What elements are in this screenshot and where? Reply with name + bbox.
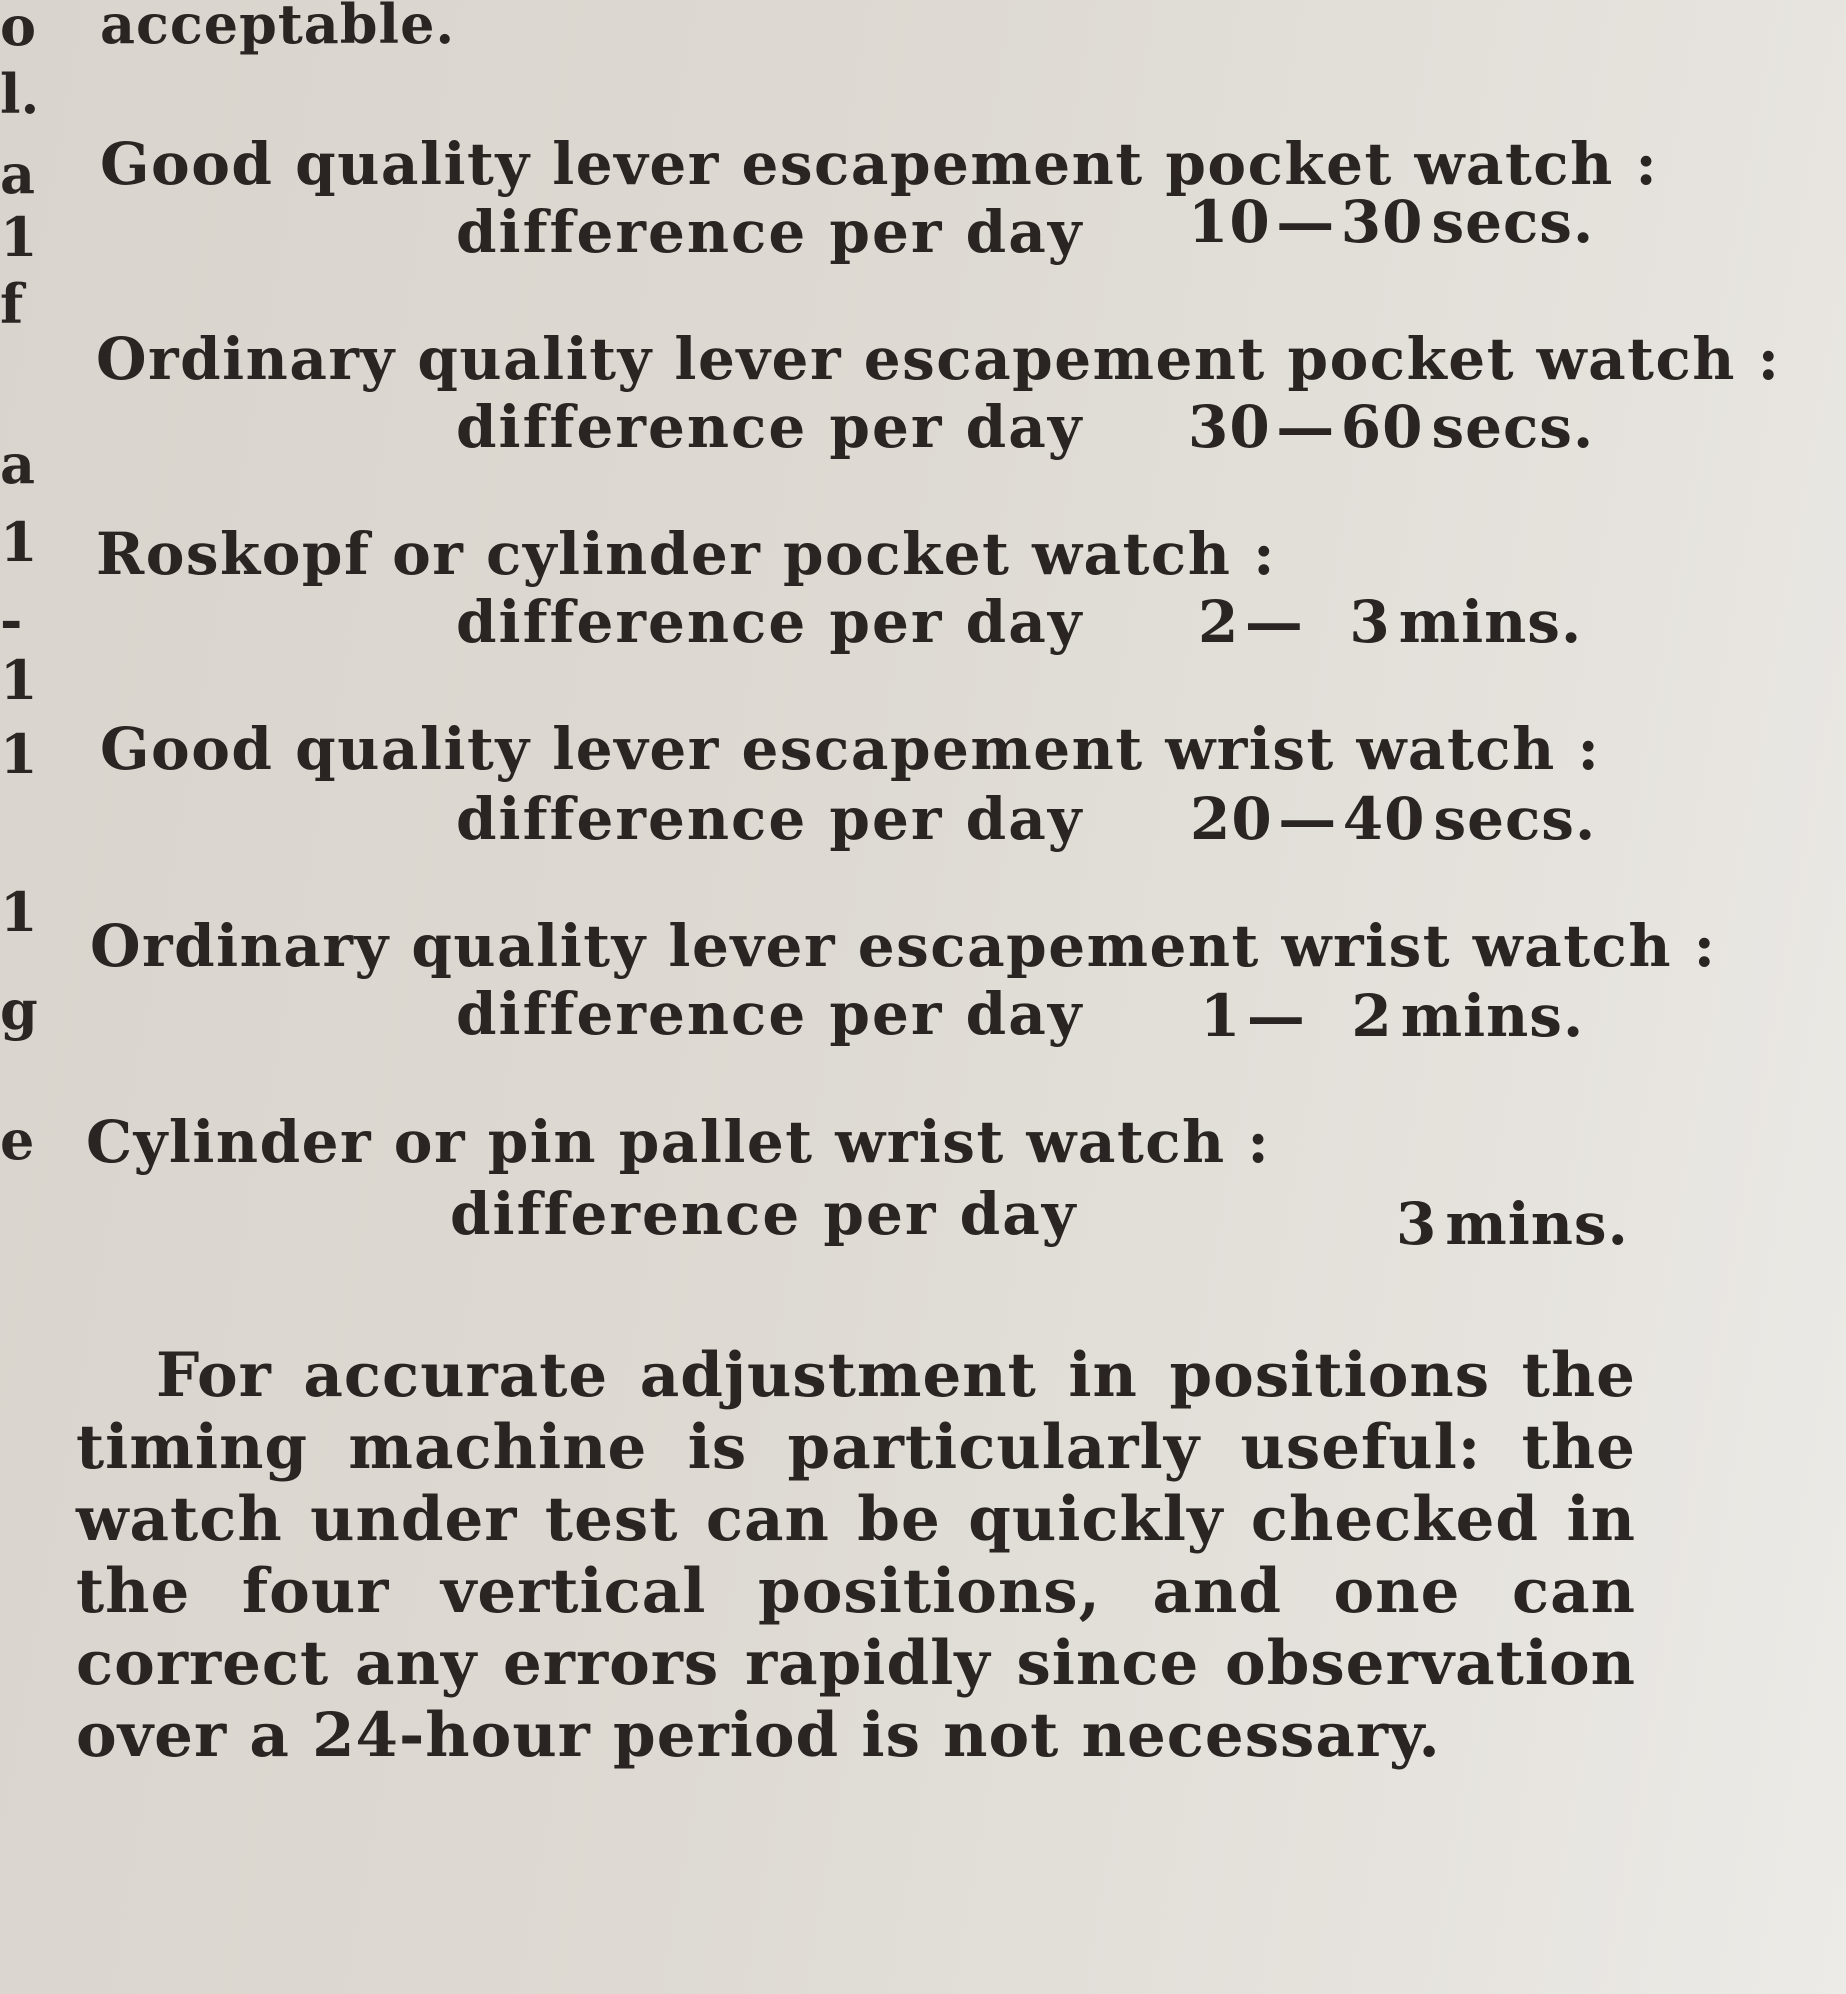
entry-title: Ordinary quality lever escapement wrist watch : <box>90 912 1717 980</box>
range-from: 2 <box>1198 588 1240 656</box>
margin-fragment: a <box>0 142 35 206</box>
range-from: 30 <box>1188 393 1271 461</box>
entry-label: difference per day <box>456 980 1084 1048</box>
range-unit: secs. <box>1431 393 1595 461</box>
entry-title: Roskopf or cylinder pocket watch : <box>96 520 1277 588</box>
range-unit: secs. <box>1431 188 1595 256</box>
margin-fragment: 1 <box>0 510 38 574</box>
range-from: 10 <box>1188 188 1271 256</box>
range-dash: — <box>1246 982 1306 1050</box>
range-dash: — <box>1278 785 1338 853</box>
range-dash: — <box>1276 393 1336 461</box>
margin-fragment: g <box>0 978 38 1042</box>
range-to: 30 <box>1340 188 1424 256</box>
entry-range <box>1396 1190 1629 1258</box>
entry-range <box>1188 188 1594 256</box>
range-dash: — <box>1244 588 1304 656</box>
entry-title: Ordinary quality lever escapement pocket watch : <box>96 325 1781 393</box>
entry-label: difference per day <box>450 1180 1078 1248</box>
tolerance-entry <box>0 325 1846 525</box>
entry-range <box>1200 982 1584 1050</box>
entry-range <box>1198 588 1582 656</box>
margin-fragment: f <box>0 272 24 336</box>
range-unit: mins. <box>1445 1190 1629 1258</box>
tolerance-entry <box>0 715 1846 915</box>
tolerance-entry <box>0 1108 1846 1308</box>
range-unit: secs. <box>1433 785 1597 853</box>
margin-fragment: l. <box>0 62 40 126</box>
margin-fragment: - <box>0 588 23 652</box>
tolerance-entry <box>0 520 1846 720</box>
entry-title: Cylinder or pin pallet wrist watch : <box>86 1108 1271 1176</box>
margin-fragment: a <box>0 432 35 496</box>
range-unit: mins. <box>1398 588 1583 656</box>
entry-label: difference per day <box>456 198 1084 266</box>
entry-range <box>1190 785 1596 853</box>
range-to: 40 <box>1342 785 1426 853</box>
entry-title: Good quality lever escapement wrist watch : <box>100 715 1601 783</box>
range-from: 1 <box>1200 982 1242 1050</box>
range-dash: — <box>1276 188 1336 256</box>
margin-fragment: 1 <box>0 205 38 269</box>
margin-fragment: o <box>0 0 37 58</box>
intro-text: acceptable. <box>100 0 456 56</box>
entry-label: difference per day <box>456 785 1084 853</box>
margin-fragment: 1 <box>0 880 38 944</box>
entry-label: difference per day <box>456 588 1084 656</box>
body-paragraph <box>76 1340 1636 1772</box>
range-unit: mins. <box>1400 982 1585 1050</box>
range-to: 3 <box>1349 588 1391 656</box>
range-to: 2 <box>1351 982 1393 1050</box>
margin-fragment: 1 <box>0 722 38 786</box>
tolerance-entry <box>0 130 1846 330</box>
margin-fragment: e <box>0 1108 35 1172</box>
entry-label: difference per day <box>456 393 1084 461</box>
tolerance-entry <box>0 912 1846 1112</box>
entry-title: Good quality lever escapement pocket watch : <box>100 130 1659 198</box>
paragraph-text: For accurate adjustment in positions the timing machine is particularly useful: the watch under test can be quickly checked in the four vertical positions, and one can correct any errors rapidly since observation over a 24-hour period is not necessary. <box>76 1340 1636 1771</box>
range-to: 60 <box>1340 393 1424 461</box>
entry-range <box>1188 393 1594 461</box>
margin-fragment: 1 <box>0 648 38 712</box>
range-to: 3 <box>1396 1190 1438 1258</box>
range-from: 20 <box>1190 785 1273 853</box>
